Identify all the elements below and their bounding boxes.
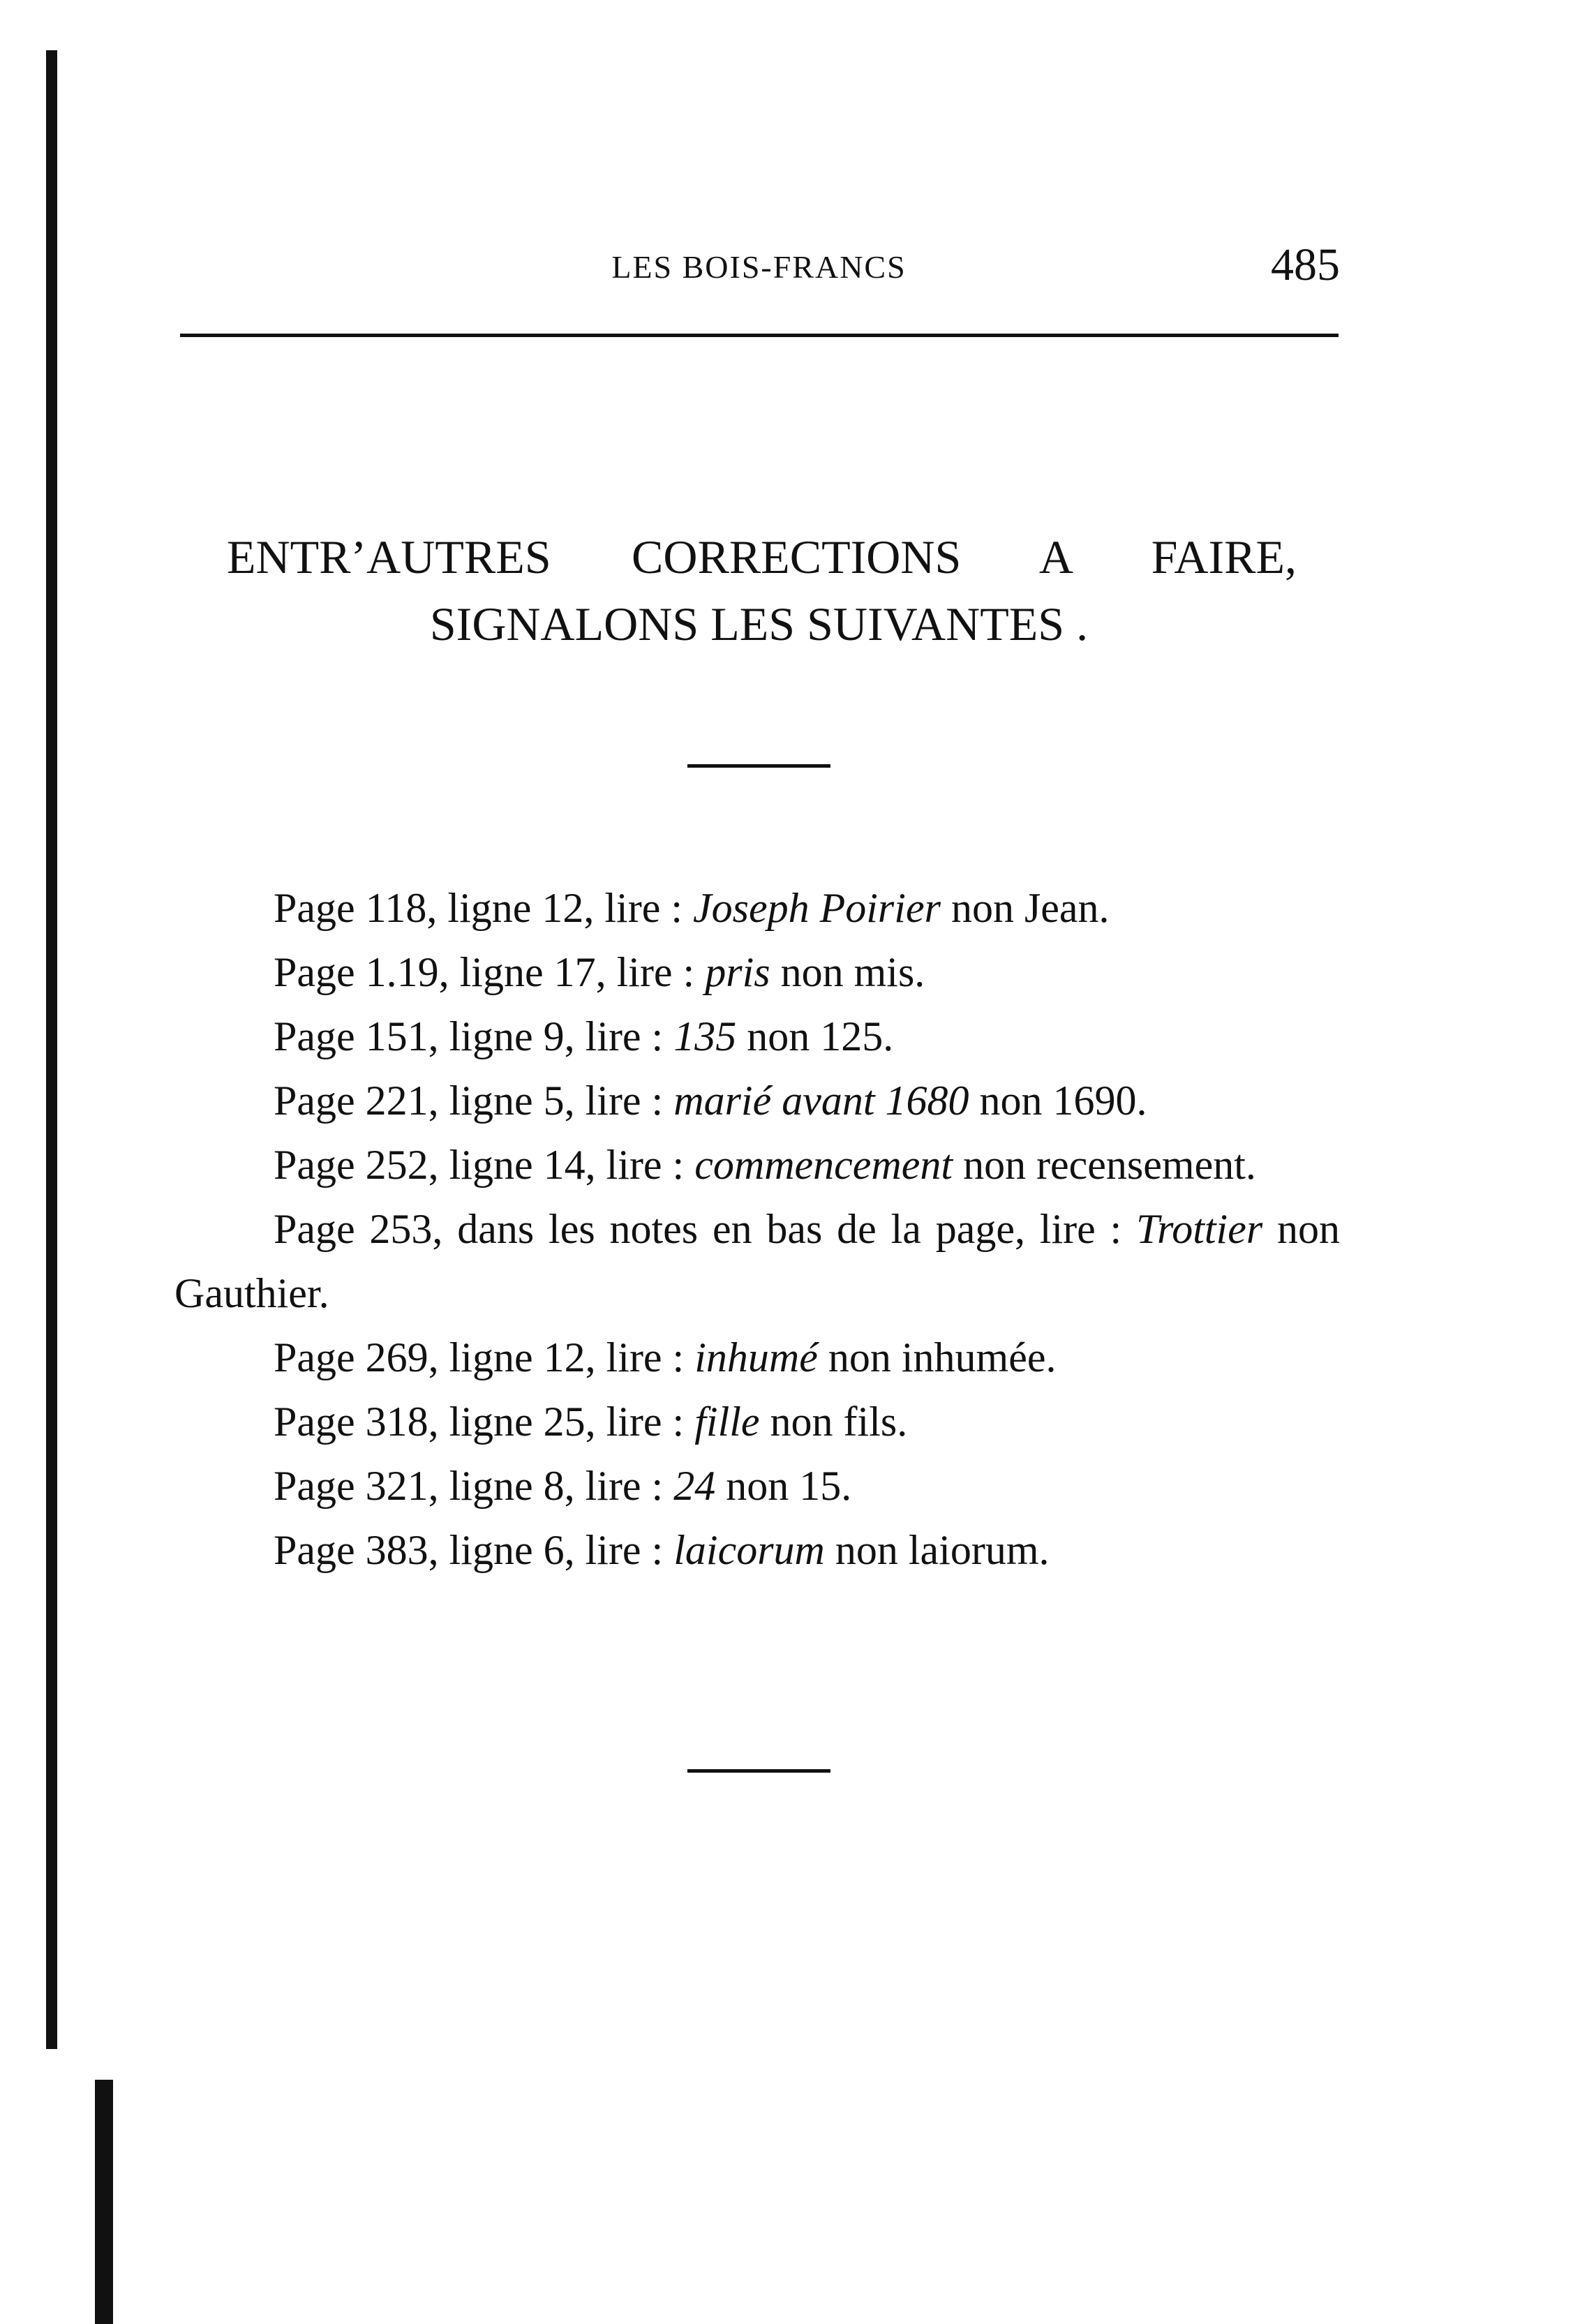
correction-entry [174,876,1340,940]
scan-edge-bar [95,2080,113,2324]
entry-text: non Gauthier. [174,1206,1341,1316]
entry-text: non laiorum. [824,1527,1050,1573]
entry-text: non fils. [759,1399,908,1445]
entry-text: Page 321, ligne 8, lire : [274,1463,674,1509]
scan-edge-bar [46,50,57,2049]
entry-text: Page 253, dans les notes en bas de la page, lire : [274,1206,1137,1252]
correct-term: marié avant 1680 [673,1078,969,1124]
entry-text: non 15. [715,1463,852,1509]
entry-text: Page 1.19, ligne 17, lire : [274,949,706,995]
heading-word: FAIRE, [1151,530,1297,583]
correction-entry [174,1197,1340,1325]
entry-text: non 125. [736,1013,894,1059]
correct-term: fille [694,1399,760,1445]
correction-entry [174,1390,1340,1454]
correction-entry [174,940,1340,1004]
heading-word: CORRECTIONS [632,530,962,583]
correction-entry [174,1454,1340,1518]
entry-text: Page 151, ligne 9, lire : [274,1013,674,1059]
running-head [178,239,1340,295]
entry-text: non mis. [770,949,925,995]
correct-term: Joseph Poirier [693,885,941,931]
entry-text: Page 318, ligne 25, lire : [274,1399,695,1445]
correct-term: commencement [694,1142,953,1188]
entry-text: non 1690. [969,1078,1147,1124]
correction-entry [174,1004,1340,1068]
section-divider [687,1769,830,1773]
section-divider [687,764,830,768]
correction-entry [174,1068,1340,1133]
header-rule [180,334,1339,337]
section-heading [178,523,1340,657]
correction-entry [174,1325,1340,1390]
correction-entry [174,1133,1340,1197]
entry-text: Page 221, ligne 5, lire : [274,1078,674,1124]
correction-entry [174,1518,1340,1582]
entry-text: Page 383, ligne 6, lire : [274,1527,674,1573]
entry-text: Page 269, ligne 12, lire : [274,1334,695,1380]
running-title: LES BOIS-FRANCS [611,249,907,285]
correct-term: inhumé [694,1334,818,1380]
correct-term: 135 [673,1013,737,1059]
entry-text: non Jean. [940,885,1110,931]
correct-term: laicorum [673,1527,825,1573]
heading-line-2: SIGNALONS LES SUIVANTES . [429,597,1089,650]
corrections-list [174,876,1340,1582]
entry-text: Page 118, ligne 12, lire : [274,885,693,931]
correct-term: Trottier [1136,1206,1263,1252]
heading-word: ENTR’AUTRES [227,530,551,583]
entry-text: Page 252, ligne 14, lire : [274,1142,695,1188]
correct-term: pris [705,949,770,995]
correct-term: 24 [673,1463,716,1509]
heading-word: A [1038,530,1071,583]
entry-text: non recensement. [953,1142,1256,1188]
entry-text: non inhumée. [817,1334,1057,1380]
heading-line-1 [178,523,1340,590]
page-number: 485 [1271,239,1340,290]
